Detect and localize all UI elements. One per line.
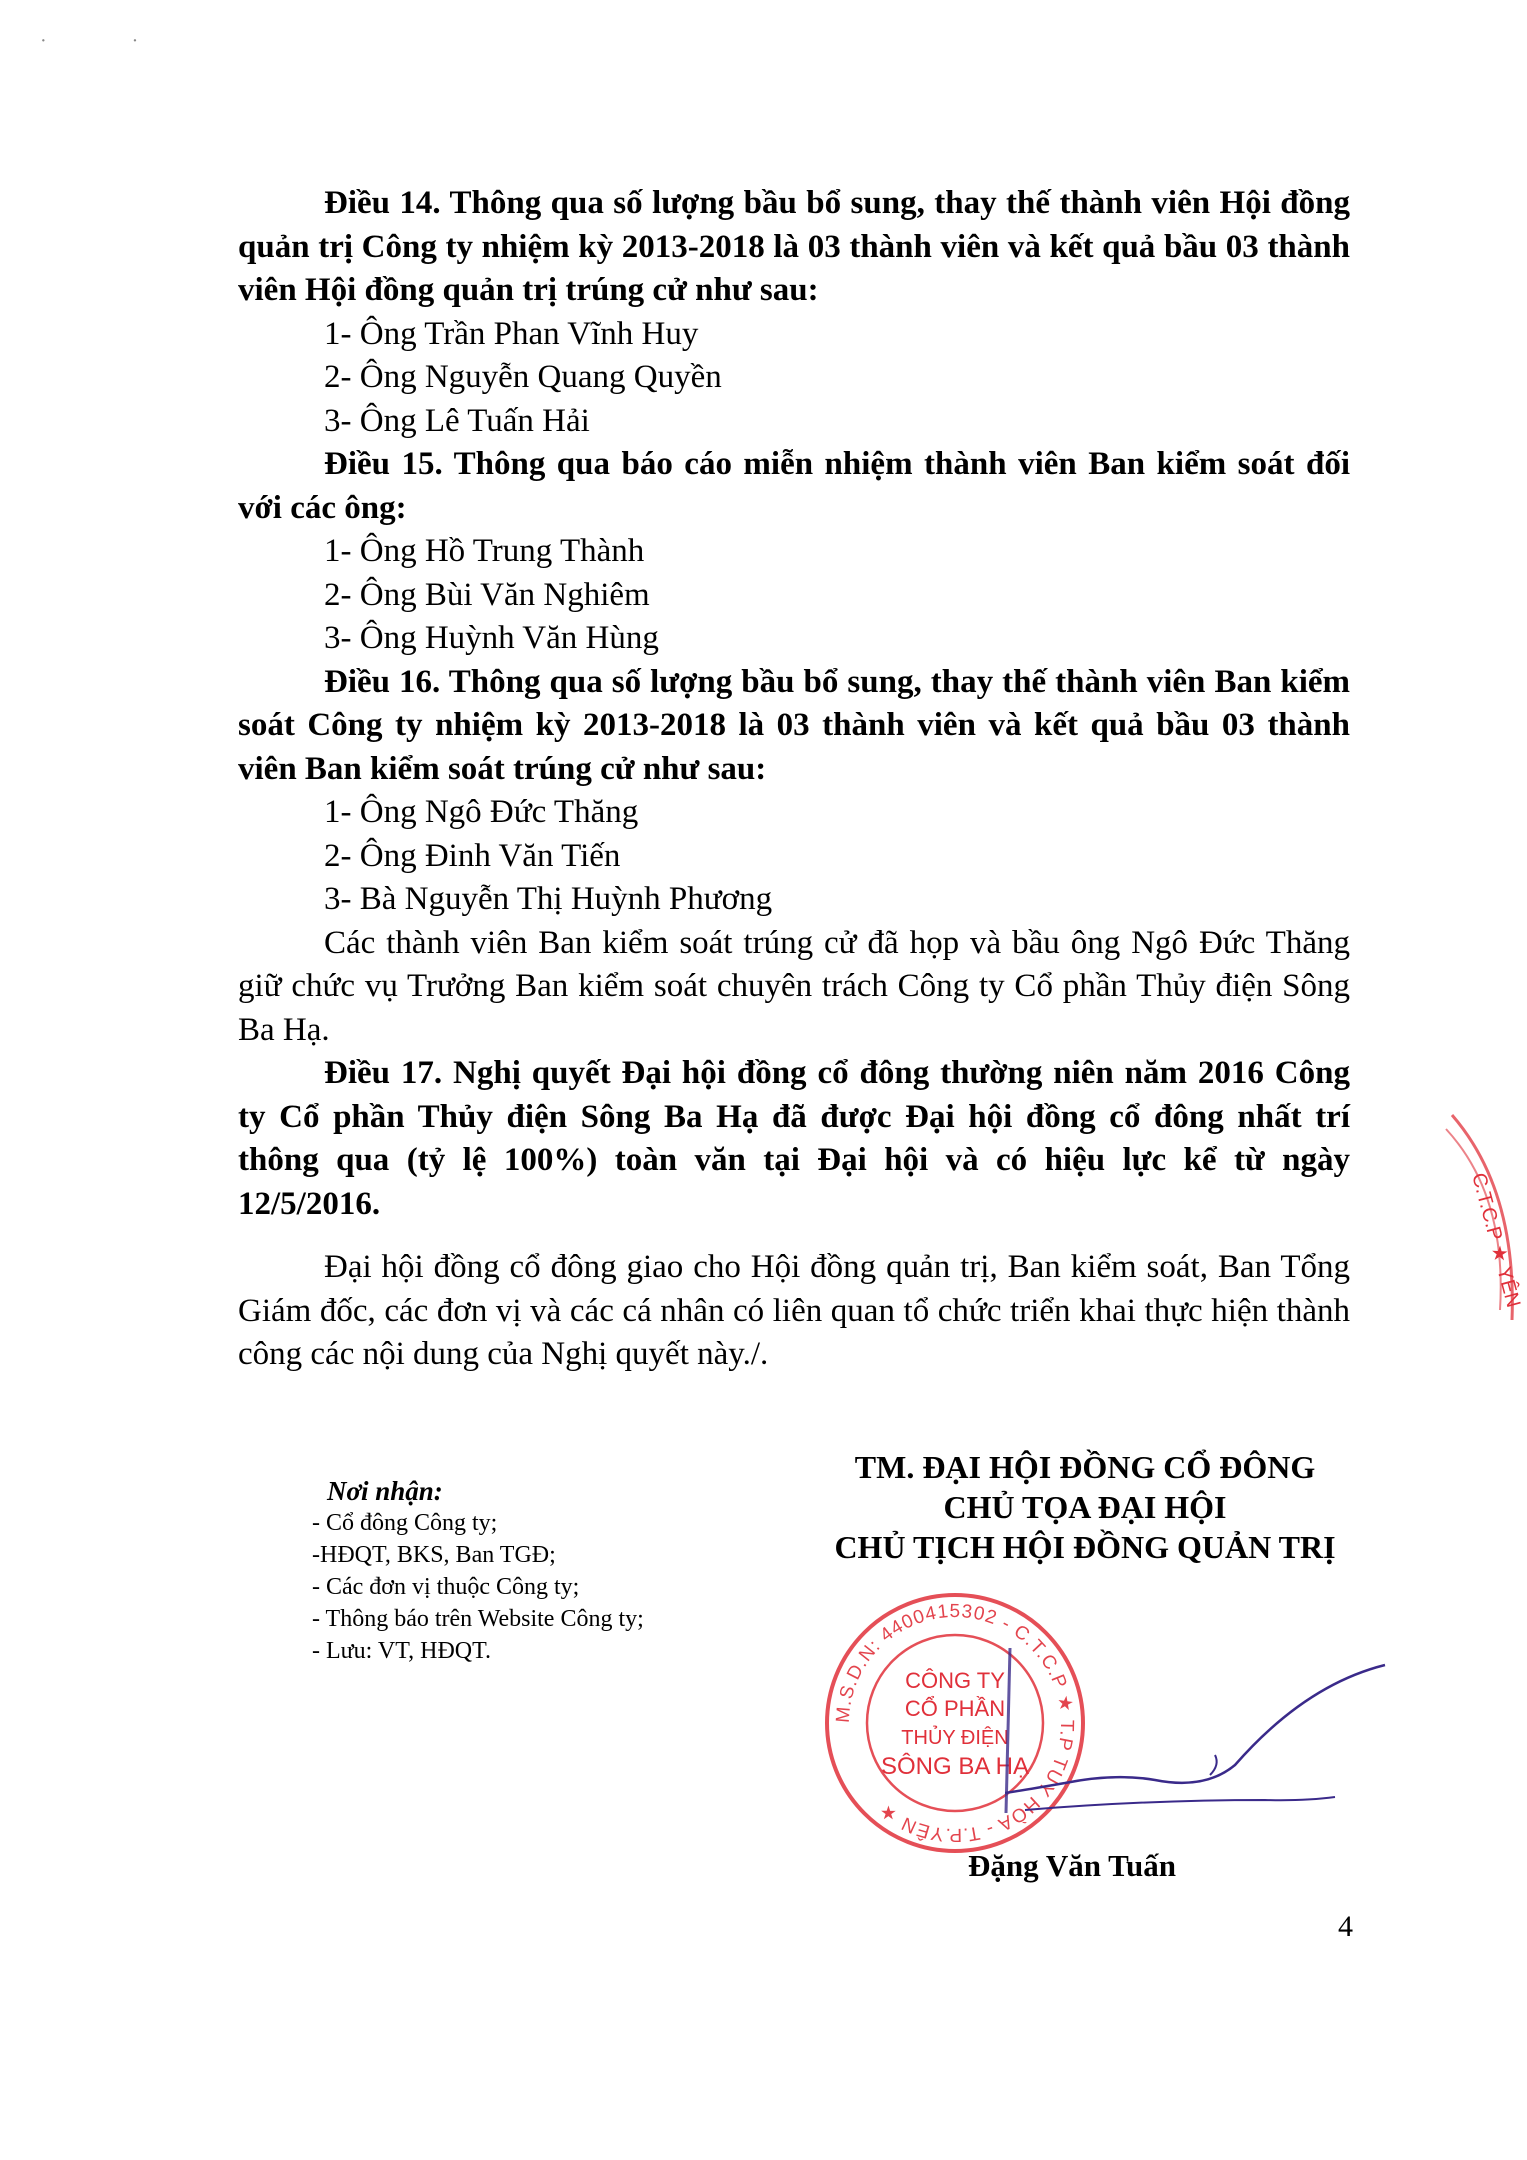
- list-item: 2- Ông Nguyễn Quang Quyền: [324, 359, 722, 395]
- seal-center-line: THỦY ĐIỆN: [901, 1727, 1009, 1749]
- seal-ring-text: M.S.D.N: 4400415302 - C.T.C.P ★ T.P TUY HÒA - T.P.YÊN ★: [832, 1600, 1078, 1846]
- seal-center-line: CÔNG TY: [905, 1668, 1005, 1693]
- list-item: 2- Ông Bùi Văn Nghiêm: [324, 576, 650, 613]
- recipient-item: - Cổ đông Công ty;: [312, 1510, 498, 1536]
- article-16-text: Thông qua số lượng bầu bổ sung, thay thế thành viên Ban kiểm soát Công ty nhiệm kỳ 2013-2018 là 03 thành viên và kết quả bầu 03 thành viên Ban kiểm soát trúng cử như sau:: [238, 663, 1350, 787]
- article-15-text: Thông qua báo cáo miễn nhiệm thành viên Ban kiểm soát đối với các ông:: [238, 446, 1351, 526]
- list-item: 1- Ông Trần Phan Vĩnh Huy: [324, 315, 699, 352]
- recipients-title: Nơi nhận:: [327, 1476, 443, 1506]
- seal-center-line: SÔNG BA HẠ: [880, 1753, 1030, 1780]
- article-15: [238, 443, 1350, 530]
- handwritten-signature: [1005, 1615, 1405, 1815]
- page-number: 4: [1338, 1910, 1353, 1943]
- seal-center-line: CỔ PHẦN: [904, 1696, 1006, 1721]
- recipient-item: - Các đơn vị thuộc Công ty;: [312, 1574, 580, 1600]
- list-item: 1- Ông Hồ Trung Thành: [324, 533, 645, 569]
- page-edge-seal: [1432, 1095, 1527, 1335]
- signer-name: Đặng Văn Tuấn: [968, 1848, 1176, 1883]
- recipient-item: - Thông báo trên Website Công ty;: [312, 1606, 644, 1632]
- signer-title-block: [795, 1447, 1375, 1567]
- signer-title-line: CHỦ TỌA ĐẠI HỘI: [943, 1489, 1227, 1525]
- resolution-body: [238, 182, 1350, 1377]
- article-14-text: Thông qua số lượng bầu bổ sung, thay thế thành viên Hội đồng quản trị Công ty nhiệm kỳ 2013-2018 là 03 thành viên và kết quả bầu 03 thành viên Hội đồng quản trị trúng cử như sau:: [238, 185, 1351, 308]
- article-17-heading: Điều 17.: [324, 1055, 443, 1091]
- article-15-heading: Điều 15.: [324, 446, 443, 482]
- list-item: 3- Bà Nguyễn Thị Huỳnh Phương: [324, 881, 773, 917]
- scan-specks: · ·: [40, 30, 179, 52]
- article-16-note: Các thành viên Ban kiểm soát trúng cử đã họp và bầu ông Ngô Đức Thăng giữ chức vụ Trưởng Ban kiểm soát chuyên trách Công ty Cổ phần Thủy điện Sông Ba Hạ.: [238, 924, 1350, 1048]
- article-14-heading: Điều 14.: [324, 185, 441, 221]
- list-item: 3- Ông Huỳnh Văn Hùng: [324, 620, 659, 656]
- article-16: [238, 661, 1350, 792]
- list-item: 3- Ông Lê Tuấn Hải: [324, 402, 590, 439]
- signer-title-line: CHỦ TỊCH HỘI ĐỒNG QUẢN TRỊ: [834, 1529, 1336, 1565]
- article-17-text: Nghị quyết Đại hội đồng cổ đông thường niên năm 2016 Công ty Cổ phần Thủy điện Sông Ba Hạ đã được Đại hội đồng cổ đông nhất trí thông qua (tỷ lệ 100%) toàn văn tại Đại hội và có hiệu lực kể từ ngày 12/5/2016.: [238, 1055, 1350, 1222]
- recipient-item: - Lưu: VT, HĐQT.: [312, 1638, 491, 1664]
- article-14: [238, 182, 1350, 313]
- article-17: [238, 1052, 1350, 1226]
- spacer: [238, 1226, 1350, 1246]
- list-item: 1- Ông Ngô Đức Thăng: [324, 794, 639, 830]
- list-item: 2- Ông Đinh Văn Tiến: [324, 837, 621, 874]
- recipient-item: -HĐQT, BKS, Ban TGĐ;: [312, 1542, 556, 1568]
- edge-seal-text: C.T.C.P ★ YÊN: [1467, 1170, 1525, 1310]
- signer-title-line: TM. ĐẠI HỘI ĐỒNG CỔ ĐÔNG: [854, 1449, 1316, 1485]
- recipients-block: [312, 1475, 644, 1667]
- article-16-heading: Điều 16.: [324, 663, 441, 700]
- closing-paragraph: Đại hội đồng cổ đông giao cho Hội đồng quản trị, Ban kiểm soát, Ban Tổng Giám đốc, các đơn vị và các cá nhân có liên quan tổ chức triển khai thực hiện thành công các nội dung của Nghị quyết này./.: [238, 1249, 1350, 1372]
